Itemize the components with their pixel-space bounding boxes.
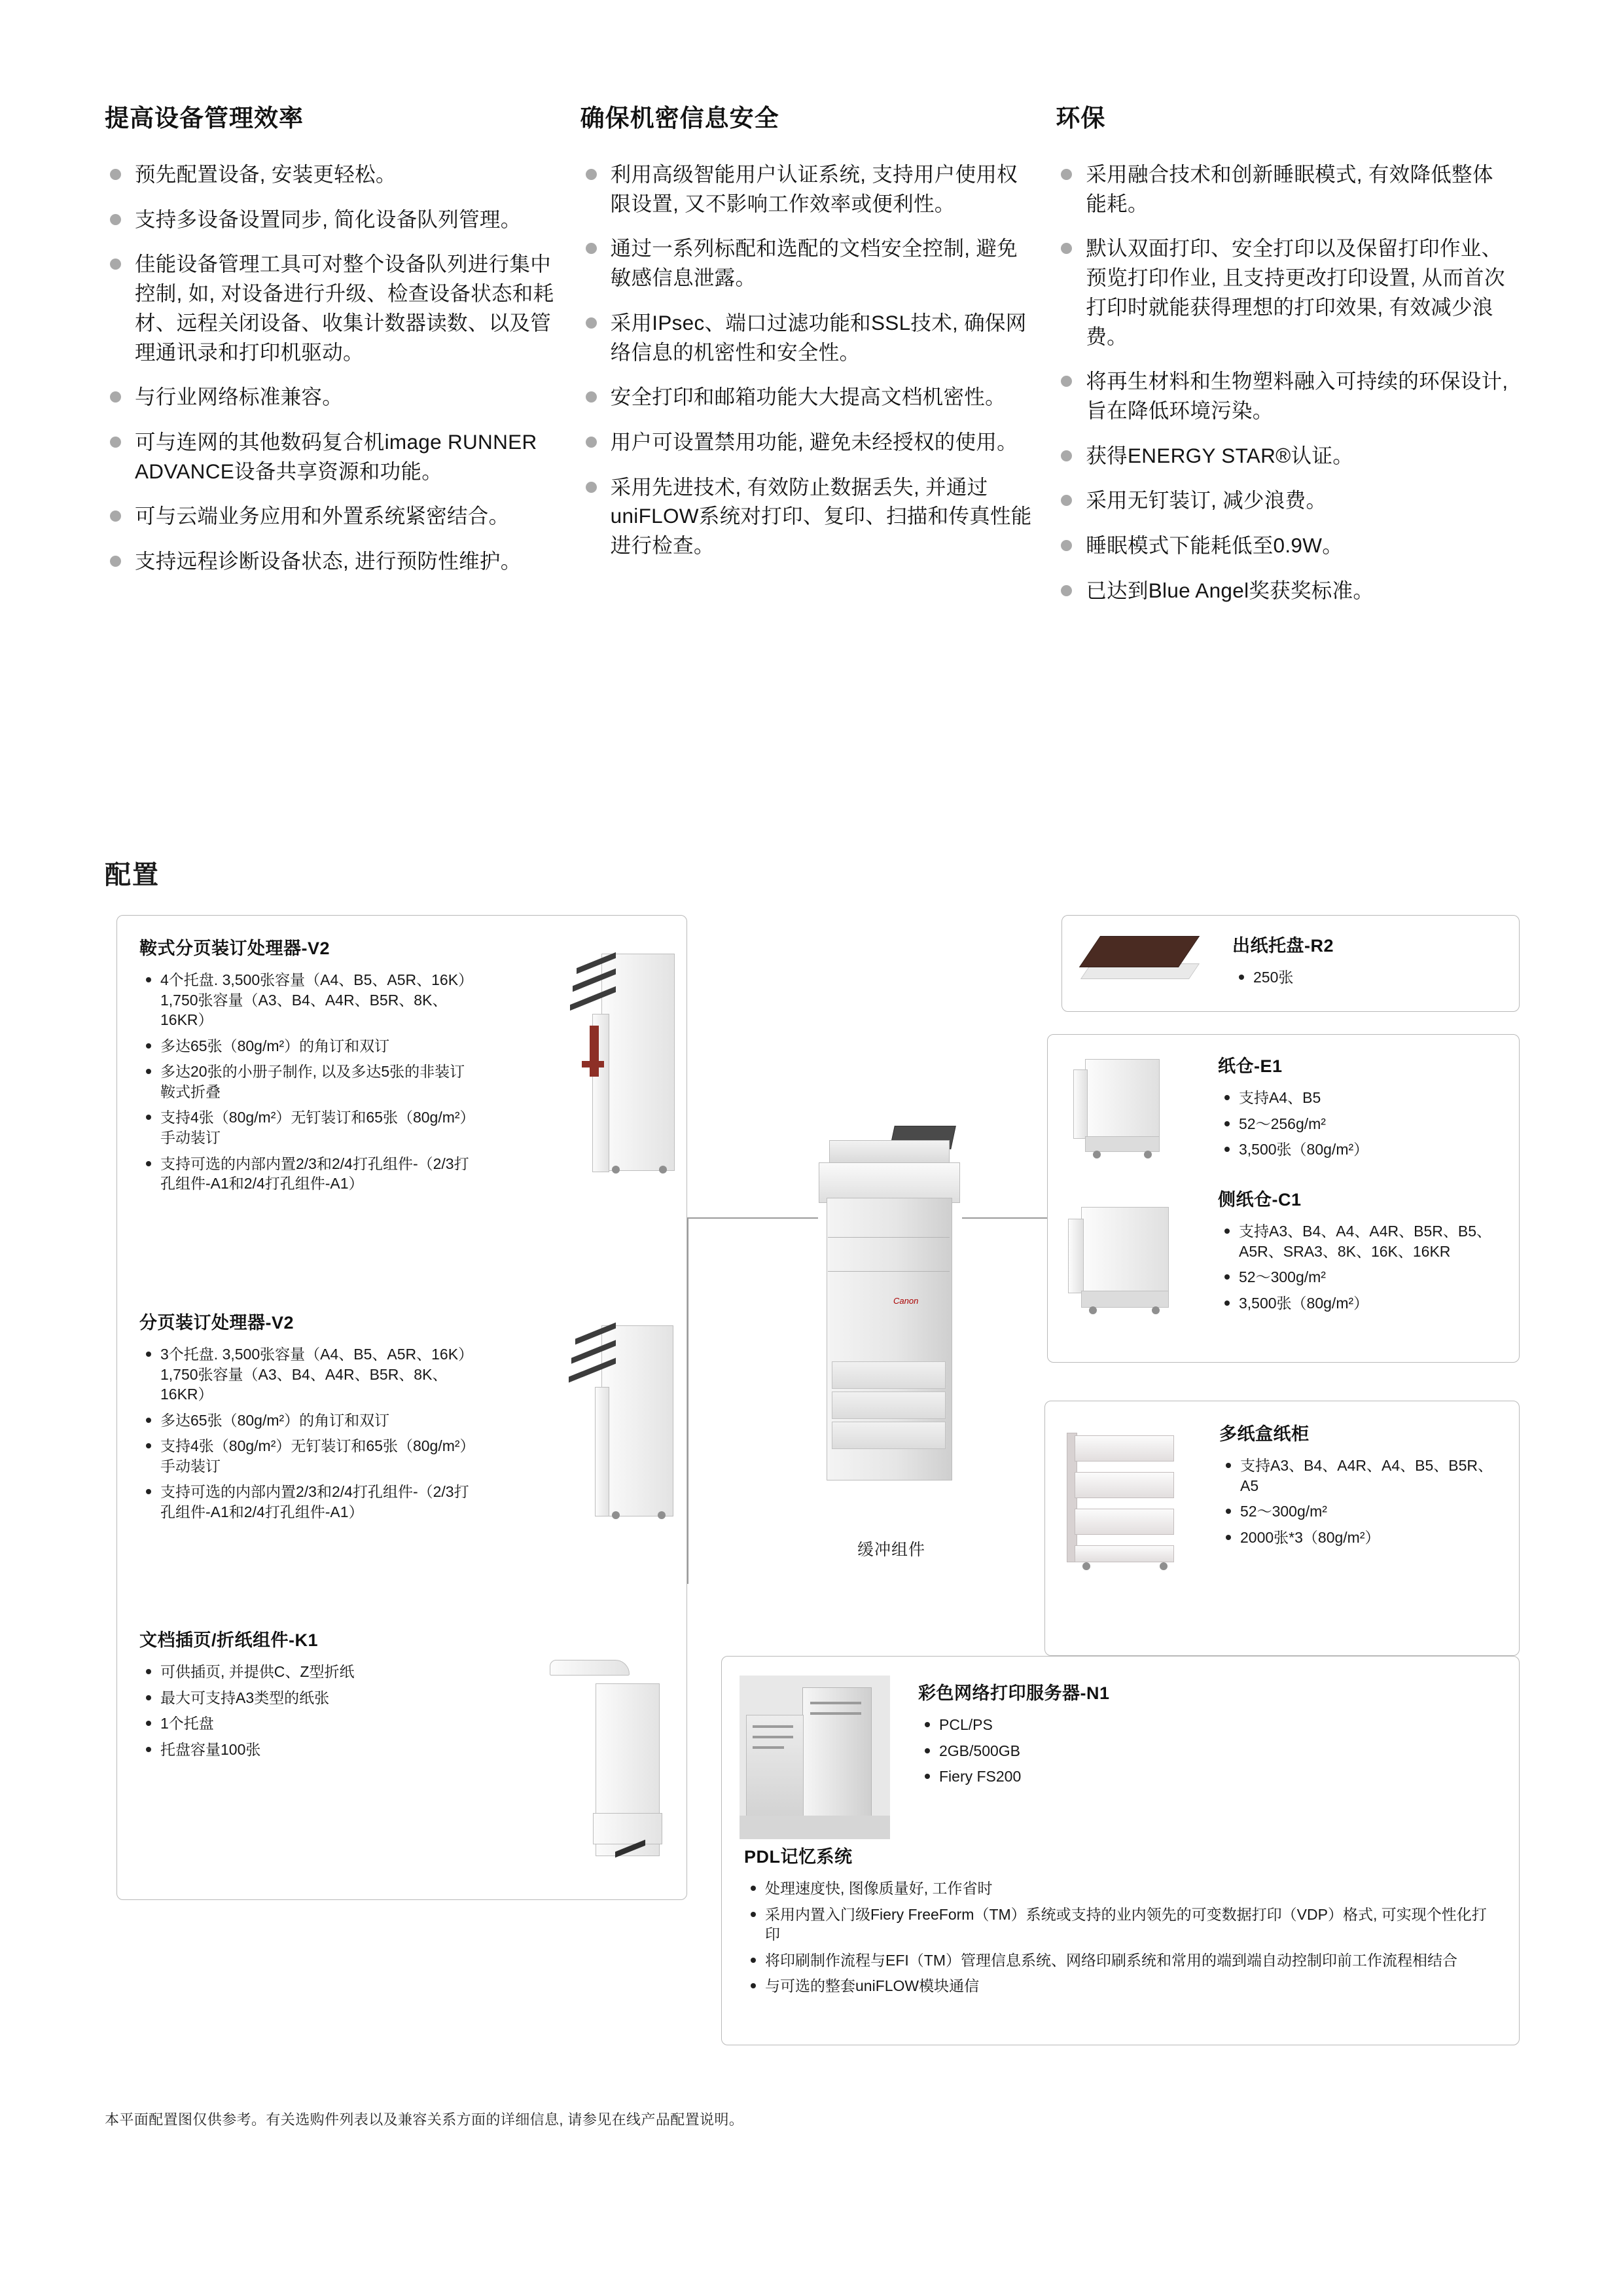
- feature-column-device-management: [105, 98, 580, 621]
- spec-list: [1218, 1221, 1499, 1313]
- list-item: 支持A3、B4、A4、A4R、B5R、B5、A5R、SRA3、8K、16K、16KR: [1218, 1221, 1499, 1261]
- paper-deck-illustration: [1073, 1052, 1185, 1167]
- list-item: 默认双面打印、安全打印以及保留打印作业、预览打印作业, 且支持更改打印设置, 从而首次打印时就能获得理想的打印效果, 有效减少浪费。: [1056, 234, 1508, 351]
- list-item: PCL/PS: [918, 1715, 1272, 1735]
- list-item: 支持4张（80g/m²）无钉装订和65张（80g/m²）手动装订: [139, 1436, 480, 1476]
- list-item: 获得ENERGY STAR®认证。: [1056, 441, 1508, 471]
- list-item: 支持A3、B4、A4R、A4、B5、B5R、A5: [1219, 1456, 1501, 1496]
- list-item: 多达65张（80g/m²）的角订和双订: [139, 1410, 480, 1431]
- list-item: 2000张*3（80g/m²）: [1219, 1528, 1501, 1548]
- module-title: 出纸托盘-R2: [1232, 936, 1334, 956]
- list-item: 支持远程诊断设备状态, 进行预防性维护。: [105, 547, 558, 576]
- feature-list: [580, 160, 1033, 560]
- list-item: 通过一系列标配和选配的文档安全控制, 避免敏感信息泄露。: [580, 234, 1033, 292]
- list-item: 支持可选的内部内置2/3和2/4打孔组件-（2/3打孔组件-A1和2/4打孔组件-A1）: [139, 1482, 480, 1522]
- module-title: 纸仓-E1: [1218, 1056, 1283, 1076]
- list-item: 采用IPsec、端口过滤功能和SSL技术, 确保网络信息的机密性和安全性。: [580, 308, 1033, 367]
- feature-columns: [105, 98, 1531, 621]
- column-title: 环保: [1056, 105, 1106, 132]
- list-item: 支持4张（80g/m²）无钉装订和65张（80g/m²）手动装订: [139, 1107, 480, 1147]
- connector-line: [687, 1217, 818, 1219]
- side-deck-illustration: [1065, 1196, 1193, 1327]
- list-item: 52～256g/m²: [1218, 1114, 1499, 1134]
- list-item: 250张: [1232, 967, 1499, 988]
- list-item: 采用无钉装订, 减少浪费。: [1056, 486, 1508, 515]
- list-item: 采用融合技术和创新睡眠模式, 有效降低整体能耗。: [1056, 160, 1508, 218]
- list-item: 52～300g/m²: [1219, 1501, 1501, 1522]
- list-item: 与行业网络标准兼容。: [105, 382, 558, 412]
- module-title: 多纸盒纸柜: [1219, 1424, 1310, 1444]
- list-item: 与可选的整套uniFLOW模块通信: [744, 1976, 1490, 1996]
- list-item: 利用高级智能用户认证系统, 支持用户使用权限设置, 又不影响工作效率或便利性。: [580, 160, 1033, 218]
- copier-illustration: Canon: [815, 1100, 965, 1518]
- spec-list: [139, 1662, 480, 1759]
- copier-caption: 缓冲组件: [857, 1541, 925, 1559]
- list-item: 预先配置设备, 安装更轻松。: [105, 160, 558, 189]
- module-title: 分页装订处理器-V2: [139, 1313, 294, 1333]
- module-paper-deck-e1: [1218, 1052, 1499, 1166]
- list-item: 睡眠模式下能耗低至0.9W。: [1056, 531, 1508, 560]
- module-title: 鞍式分页装订处理器-V2: [139, 939, 330, 958]
- column-title: 确保机密信息安全: [580, 105, 779, 132]
- module-title: 文档插页/折纸组件-K1: [139, 1630, 319, 1650]
- list-item: 佳能设备管理工具可对整个设备队列进行集中控制, 如, 对设备进行升级、检查设备状态和耗材、远程关闭设备、收集计数器读数、以及管理通讯录和打印机驱动。: [105, 249, 558, 367]
- list-item: 多达20张的小册子制作, 以及多达5张的非装订鞍式折叠: [139, 1062, 480, 1102]
- print-server-illustration: [740, 1676, 890, 1839]
- module-pdl-memory-system: [744, 1842, 1490, 2002]
- spec-list: [139, 970, 480, 1194]
- module-multi-cassette-cabinet: [1219, 1420, 1501, 1553]
- document-insertion-unit-illustration: [537, 1649, 694, 1865]
- list-item: Fiery FS200: [918, 1767, 1272, 1787]
- list-item: 最大可支持A3类型的纸张: [139, 1688, 480, 1708]
- saddle-finisher-illustration: [556, 935, 687, 1210]
- spec-list: [1218, 1088, 1499, 1160]
- feature-column-environment: [1056, 98, 1531, 621]
- list-item: 52～300g/m²: [1218, 1267, 1499, 1287]
- list-item: 采用先进技术, 有效防止数据丢失, 并通过uniFLOW系统对打印、复印、扫描和传真性能进行检查。: [580, 473, 1033, 560]
- output-tray-illustration: [1083, 922, 1204, 1000]
- list-item: 已达到Blue Angel奖获奖标准。: [1056, 576, 1508, 605]
- list-item: 托盘容量100张: [139, 1740, 480, 1760]
- module-title: 彩色网络打印服务器-N1: [918, 1683, 1110, 1703]
- list-item: 可供插页, 并提供C、Z型折纸: [139, 1662, 480, 1682]
- list-item: 支持A4、B5: [1218, 1088, 1499, 1108]
- module-side-deck-c1: [1218, 1185, 1499, 1319]
- list-item: 支持可选的内部内置2/3和2/4打孔组件-（2/3打孔组件-A1和2/4打孔组件-A1）: [139, 1154, 480, 1194]
- list-item: 4个托盘. 3,500张容量（A4、B5、A5R、16K）1,750张容量（A3、B4、A4R、B5R、8K、16KR）: [139, 970, 480, 1030]
- list-item: 2GB/500GB: [918, 1741, 1272, 1761]
- module-color-print-server: [918, 1679, 1272, 1793]
- column-title: 提高设备管理效率: [105, 105, 304, 132]
- footnote: 本平面配置图仅供参考。有关选购件列表以及兼容关系方面的详细信息, 请参见在线产品配置说明。: [105, 2111, 744, 2128]
- module-title: PDL记忆系统: [744, 1847, 853, 1867]
- cassette-cabinet-illustration: [1067, 1424, 1198, 1581]
- section-title-configuration: 配置: [105, 861, 160, 889]
- list-item: 3,500张（80g/m²）: [1218, 1139, 1499, 1160]
- feature-list: [105, 160, 558, 576]
- spec-list: [139, 1344, 480, 1522]
- list-item: 用户可设置禁用功能, 避免未经授权的使用。: [580, 427, 1033, 457]
- module-title: 侧纸仓-C1: [1218, 1190, 1302, 1210]
- list-item: 3个托盘. 3,500张容量（A4、B5、A5R、16K）1,750张容量（A3、B4、A4R、B5R、8K、16KR）: [139, 1344, 480, 1405]
- feature-column-security: [580, 98, 1056, 621]
- spec-list: [1232, 967, 1499, 988]
- feature-list: [1056, 160, 1508, 605]
- staple-finisher-illustration: [556, 1308, 687, 1551]
- list-item: 多达65张（80g/m²）的角订和双订: [139, 1036, 480, 1056]
- spec-list: [918, 1715, 1272, 1787]
- list-item: 采用内置入门级Fiery FreeForm（TM）系统或支持的业内领先的可变数据打印（VDP）格式, 可实现个性化打印: [744, 1905, 1490, 1945]
- list-item: 3,500张（80g/m²）: [1218, 1293, 1499, 1314]
- list-item: 可与连网的其他数码复合机image RUNNER ADVANCE设备共享资源和功能。: [105, 427, 558, 486]
- list-item: 可与云端业务应用和外置系统紧密结合。: [105, 501, 558, 531]
- list-item: 将再生材料和生物塑料融入可持续的环保设计, 旨在降低环境污染。: [1056, 367, 1508, 425]
- spec-list: [744, 1878, 1490, 1996]
- list-item: 支持多设备设置同步, 简化设备队列管理。: [105, 205, 558, 234]
- list-item: 1个托盘: [139, 1713, 480, 1734]
- list-item: 安全打印和邮箱功能大大提高文档机密性。: [580, 382, 1033, 412]
- spec-list: [1219, 1456, 1501, 1547]
- list-item: 处理速度快, 图像质量好, 工作省时: [744, 1878, 1490, 1899]
- list-item: 将印刷制作流程与EFI（TM）管理信息系统、网络印刷系统和常用的端到端自动控制印前工作流程相结合: [744, 1950, 1490, 1971]
